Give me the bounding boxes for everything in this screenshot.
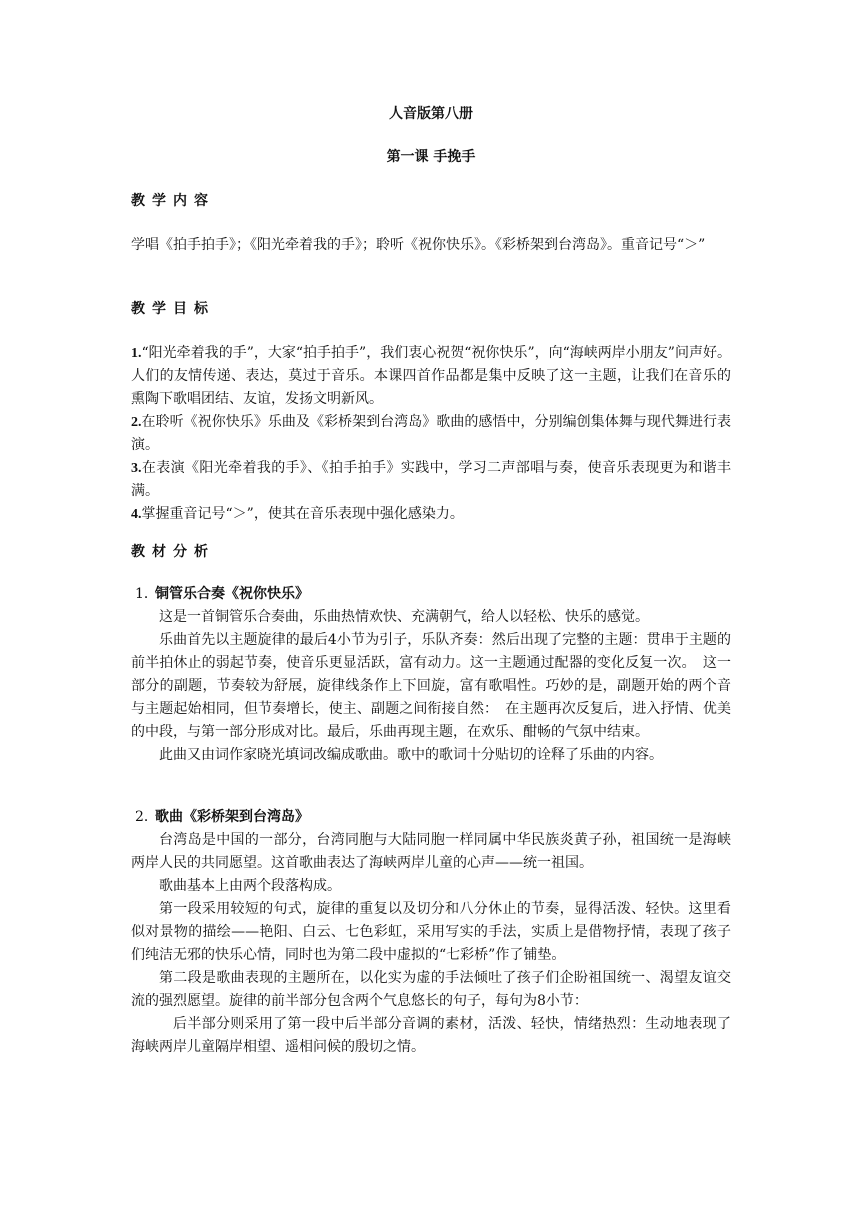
analysis-paragraph: 此曲又由词作家晓光填词改编成歌曲。歌中的歌词十分贴切的诠释了乐曲的内容。 (159, 747, 663, 763)
goal-item (131, 457, 731, 503)
analysis-paragraph: 乐曲首先以主题旋律的最后4小节为引子，乐队齐奏：然后出现了完整的主题：贯串于主题的前半拍休止的弱起节奏，使音乐更显活跃，富有动力。这一主题通过配器的变化反复一次。 这一部分的副题，节奏较为舒展，旋律线条作上下回旋，富有歌唱性。巧妙的是，副题开始的两个音与主题起始相同，但节奏增长，使主、副题之间衔接自然： 在主题再次反复后，进入抒情、优美的中段，与第一部分形成对比。最后，乐曲再现主题，在欢乐、酣畅的气氛中结束。 (131, 632, 731, 740)
analysis-section-2 (131, 806, 731, 1059)
content-text: 学唱《拍手拍手》；《阳光牵着我的手》；聆听《祝你快乐》。《彩桥架到台湾岛》。重音记号“＞” (131, 237, 706, 253)
analysis-subheading (131, 806, 731, 829)
goal-number: 2. (131, 415, 142, 430)
analysis-paragraph: 第一段采用较短的句式，旋律的重复以及切分和八分休止的节奏，显得活泼、轻快。这里看似对景物的描绘——艳阳、白云、七色彩虹，采用写实的手法，实质上是借物抒情，表现了孩子们纯洁无邪的快乐心情，同时也为第二段中虚拟的“七彩桥”作了铺垫。 (131, 901, 731, 963)
document-title: 人音版第八册 (389, 106, 473, 122)
goal-text: 掌握重音记号“＞”，使其在音乐表现中强化感染力。 (141, 506, 464, 522)
goal-number: 4. (131, 507, 142, 522)
analysis-paragraph: 第二段是歌曲表现的主题所在，以化实为虚的手法倾吐了孩子们企盼祖国统一、渴望友谊交流的强烈愿望。旋律的前半部分包含两个气息悠长的句子，每句为8小节： (131, 970, 731, 1009)
goal-text: 在表演《阳光牵着我的手》、《拍手拍手》实践中，学习二声部唱与奏，使音乐表现更为和谐丰满。 (131, 460, 731, 499)
subheading-title: 铜管乐合奏《祝你快乐》 (155, 586, 309, 602)
goal-item (131, 411, 731, 457)
goal-item (131, 503, 731, 526)
goal-text: 在聆听《祝你快乐》乐曲及《彩桥架到台湾岛》歌曲的感悟中，分别编创集体舞与现代舞进行表演。 (131, 414, 731, 453)
section-heading-content: 教学内容 (131, 193, 215, 209)
analysis-paragraph: 这是一首铜管乐合奏曲，乐曲热情欢快、充满朝气，给人以轻松、快乐的感觉。 (159, 609, 649, 625)
subheading-number: 1． (135, 586, 158, 602)
subheading-number: 2． (135, 809, 158, 825)
lesson-title: 第一课 手挽手 (386, 149, 476, 165)
analysis-subheading (131, 583, 731, 606)
section-heading-analysis: 教材分析 (131, 544, 215, 560)
analysis-paragraph: 歌曲基本上由两个段落构成。 (159, 878, 341, 894)
section-heading-goals: 教学目标 (131, 301, 215, 317)
content-paragraph (131, 234, 731, 257)
analysis-section-1 (131, 583, 731, 767)
goal-number: 1. (131, 346, 142, 361)
goals-list (131, 342, 731, 526)
subheading-title: 歌曲《彩桥架到台湾岛》 (155, 809, 309, 825)
analysis-paragraph: 台湾岛是中国的一部分，台湾同胞与大陆同胞一样同属中华民族炎黄子孙，祖国统一是海峡两岸人民的共同愿望。这首歌曲表达了海峡两岸儿童的心声——统一祖国。 (131, 832, 731, 871)
analysis-paragraph: 后半部分则采用了第一段中后半部分音调的素材，活泼、轻快，情绪热烈：生动地表现了海峡两岸儿童隔岸相望、遥相问候的殷切之情。 (131, 1016, 731, 1055)
goal-number: 3. (131, 461, 142, 476)
goal-text: “阳光牵着我的手”，大家“拍手拍手”，我们衷心祝贺“祝你快乐”，向“海峡两岸小朋友”问声好。人们的友情传递、表达，莫过于音乐。本课四首作品都是集中反映了这一主题，让我们在音乐的熏陶下歌唱团结、友谊，发扬文明新风。 (131, 345, 731, 407)
goal-item (131, 342, 731, 411)
